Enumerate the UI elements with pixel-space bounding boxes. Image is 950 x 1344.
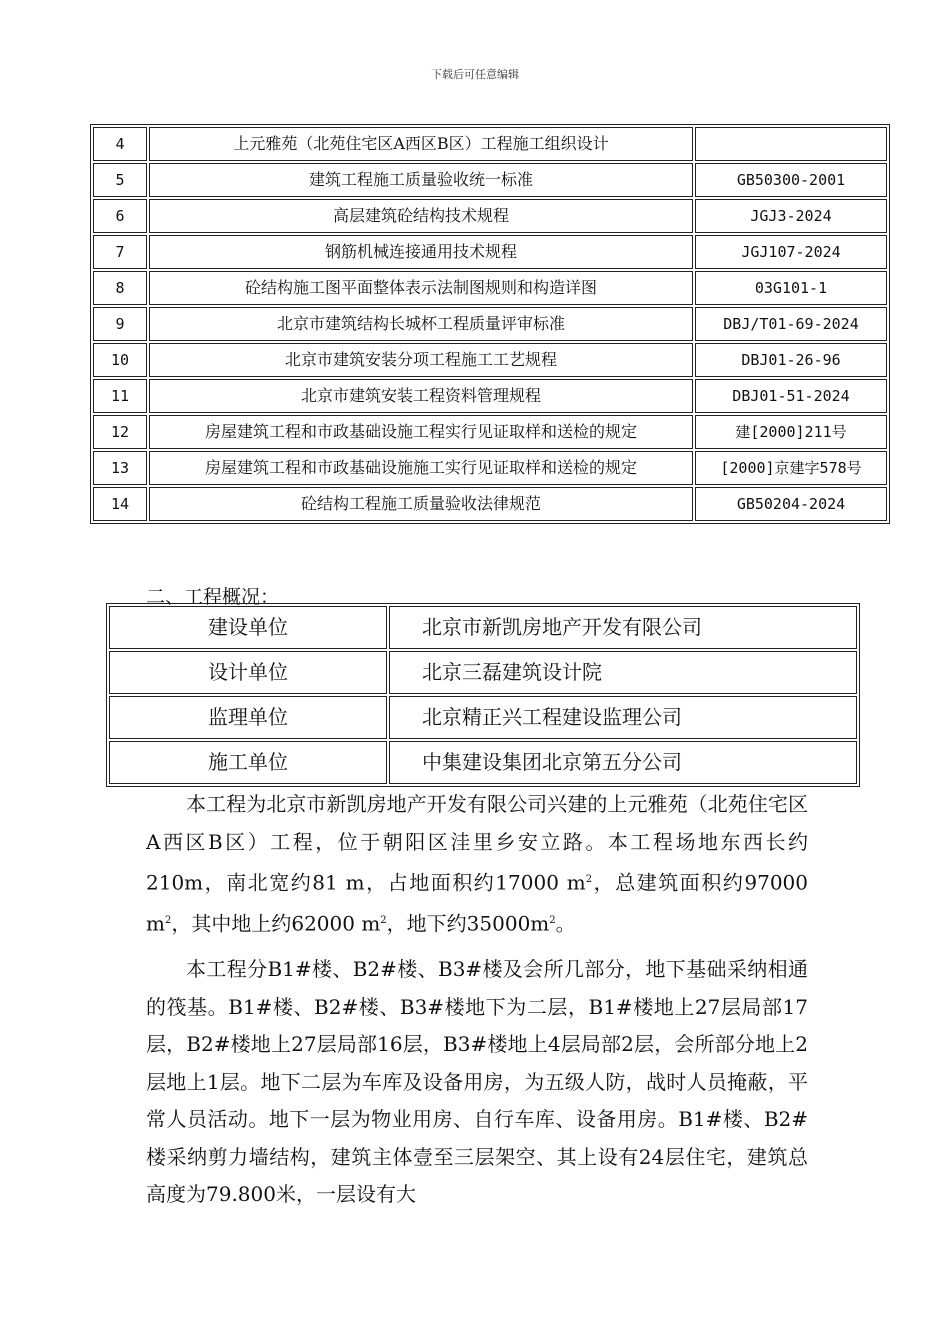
standard-number-cell: 6 <box>93 199 147 233</box>
info-value-cell: 北京精正兴工程建设监理公司 <box>389 696 857 739</box>
standards-row <box>93 379 887 413</box>
standards-row <box>93 199 887 233</box>
standard-code-cell: DBJ01-51-2024 <box>695 379 887 413</box>
standard-number-cell: 8 <box>93 271 147 305</box>
project-description <box>146 786 808 1214</box>
paragraph-text: 本工程为北京市新凯房地产开发有限公司兴建的上元雅苑（北苑住宅区A西区B区）工程，位于朝阳区洼里乡安立路。本工程场地东西长约210m，南北宽约81 m，占地面积约17000 m <box>146 792 808 895</box>
standard-code-cell: GB50204-2024 <box>695 487 887 521</box>
superscript-2: 2 <box>585 874 593 885</box>
superscript-2: 2 <box>380 915 387 927</box>
paragraph-text: ，总建筑面积约97000 m <box>146 870 809 936</box>
standard-number-cell: 12 <box>93 415 147 449</box>
standard-number-cell: 13 <box>93 451 147 485</box>
description-paragraph-2: 本工程分B1#楼、B2#楼、B3#楼及会所几部分，地下基础采纳相通的筏基。B1#楼、B2#楼、B3#楼地下为二层，B1#楼地上27层局部17层，B2#楼地上27层局部16层，B3#楼地上4层局部2层，会所部分地上2层地上1层。地下二层为车库及设备用房，为五级人防，战时人员掩蔽，平常人员活动。地下一层为物业用房、自行车库、设备用房。B1#楼、B2#楼采纳剪力墙结构，建筑主体壹至三层架空、其上设有24层住宅，建筑总高度为79.800米，一层设有大 <box>146 957 808 1207</box>
standard-name-cell: 砼结构施工图平面整体表示法制图规则和构造详图 <box>149 271 693 305</box>
superscript-2: 2 <box>164 915 172 927</box>
info-value-cell: 北京市新凯房地产开发有限公司 <box>389 606 857 649</box>
standard-name-cell: 建筑工程施工质量验收统一标准 <box>149 163 693 197</box>
standard-number-cell: 4 <box>93 127 147 161</box>
standard-name-cell: 高层建筑砼结构技术规程 <box>149 199 693 233</box>
standard-name-cell: 砼结构工程施工质量验收法律规范 <box>149 487 693 521</box>
info-value-cell: 北京三磊建筑设计院 <box>389 651 857 694</box>
standards-row <box>93 163 887 197</box>
standards-row <box>93 451 887 485</box>
section-title: 二、工程概况： <box>146 586 280 608</box>
standard-name-cell: 房屋建筑工程和市政基础设施施工实行见证取样和送检的规定 <box>149 451 693 485</box>
standards-row <box>93 271 887 305</box>
standards-row <box>93 307 887 341</box>
standard-name-cell: 北京市建筑安装工程资料管理规程 <box>149 379 693 413</box>
standards-table <box>90 124 890 524</box>
standard-name-cell: 北京市建筑安装分项工程施工工艺规程 <box>149 343 693 377</box>
standards-row <box>93 487 887 521</box>
standard-number-cell: 7 <box>93 235 147 269</box>
standard-code-cell <box>695 127 887 161</box>
standard-code-cell: JGJ107-2024 <box>695 235 887 269</box>
project-info-row <box>109 696 857 739</box>
page-header-note: 下载后可任意编辑 <box>431 68 519 81</box>
standards-row <box>93 127 887 161</box>
standard-code-cell: [2000]京建字578号 <box>695 451 887 485</box>
standard-name-cell: 房屋建筑工程和市政基础设施工程实行见证取样和送检的规定 <box>149 415 693 449</box>
superscript-2: 2 <box>549 915 556 927</box>
project-info-row <box>109 741 857 784</box>
paragraph-text: 。 <box>555 911 576 936</box>
standards-row <box>93 343 887 377</box>
standard-name-cell: 北京市建筑结构长城杯工程质量评审标准 <box>149 307 693 341</box>
standard-code-cell: JGJ3-2024 <box>695 199 887 233</box>
paragraph-text: ，地下约35000m <box>386 911 550 936</box>
description-paragraph-1 <box>146 786 808 943</box>
standard-code-cell: GB50300-2001 <box>695 163 887 197</box>
standard-number-cell: 9 <box>93 307 147 341</box>
standard-number-cell: 10 <box>93 343 147 377</box>
paragraph-text: ，其中地上约62000 m <box>171 911 381 936</box>
standard-number-cell: 14 <box>93 487 147 521</box>
project-info-row <box>109 606 857 649</box>
info-value-cell: 中集建设集团北京第五分公司 <box>389 741 857 784</box>
standard-number-cell: 11 <box>93 379 147 413</box>
standard-code-cell: 03G101-1 <box>695 271 887 305</box>
standards-row <box>93 415 887 449</box>
info-label-cell: 设计单位 <box>109 651 387 694</box>
info-label-cell: 建设单位 <box>109 606 387 649</box>
standard-code-cell: 建[2000]211号 <box>695 415 887 449</box>
standards-row <box>93 235 887 269</box>
project-info-table <box>106 603 860 787</box>
standard-code-cell: DBJ/T01-69-2024 <box>695 307 887 341</box>
info-label-cell: 施工单位 <box>109 741 387 784</box>
standard-number-cell: 5 <box>93 163 147 197</box>
standard-code-cell: DBJ01-26-96 <box>695 343 887 377</box>
info-label-cell: 监理单位 <box>109 696 387 739</box>
standard-name-cell: 上元雅苑（北苑住宅区A西区B区）工程施工组织设计 <box>149 127 693 161</box>
project-info-row <box>109 651 857 694</box>
standard-name-cell: 钢筋机械连接通用技术规程 <box>149 235 693 269</box>
